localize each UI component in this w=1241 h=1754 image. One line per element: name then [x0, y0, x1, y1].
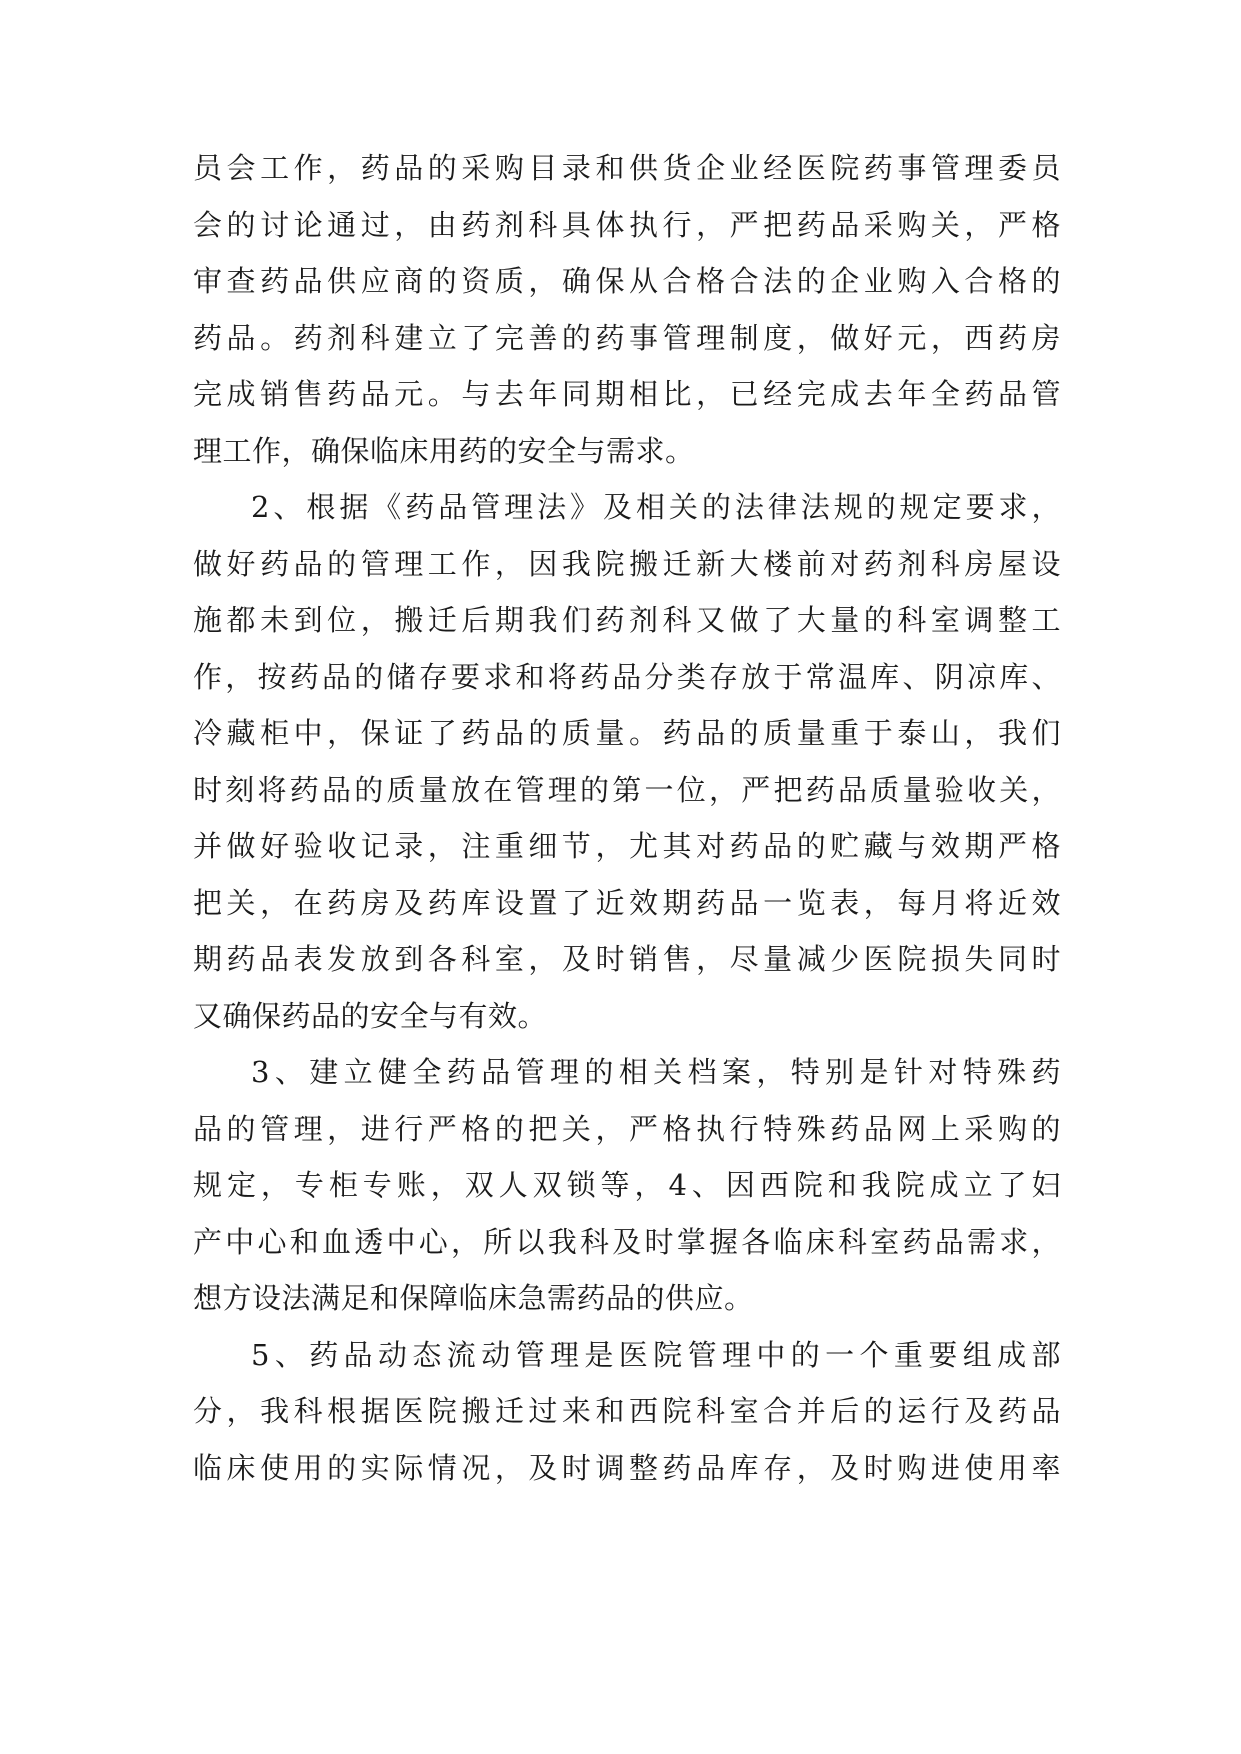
text-line: 并做好验收记录，注重细节，尤其对药品的贮藏与效期严格 — [193, 829, 1061, 863]
text-line: 作，按药品的储存要求和将药品分类存放于常温库、阴凉库、 — [193, 659, 1061, 694]
text-line: 冷藏柜中，保证了药品的质量。药品的质量重于泰山，我们 — [193, 716, 1061, 750]
text-line: 药品。药剂科建立了完善的药事管理制度，做好元，西药房 — [193, 320, 1061, 355]
text-line: 会的讨论通过，由药剂科具体执行，严把药品采购关，严格 — [193, 207, 1061, 242]
text-line: 想方设法满足和保障临床急需药品的供应。 — [193, 1281, 754, 1315]
text-line: 做好药品的管理工作，因我院搬迁新大楼前对药剂科房屋设 — [193, 546, 1061, 581]
paragraph-start-line: 5、药品动态流动管理是医院管理中的一个重要组成部 — [251, 1337, 1061, 1372]
text-line: 完成销售药品元。与去年同期相比，已经完成去年全药品管 — [193, 377, 1061, 411]
text-line: 审查药品供应商的资质，确保从合格合法的企业购入合格的 — [193, 264, 1061, 298]
text-line: 员会工作，药品的采购目录和供货企业经医院药事管理委员 — [193, 151, 1061, 185]
text-line: 临床使用的实际情况，及时调整药品库存，及时购进使用率 — [193, 1450, 1061, 1485]
text-line: 期药品表发放到各科室，及时销售，尽量减少医院损失同时 — [193, 942, 1061, 976]
body-text — [193, 140, 1061, 1496]
text-line: 产中心和血透中心，所以我科及时掌握各临床科室药品需求， — [193, 1224, 1061, 1259]
text-line: 理工作，确保临床用药的安全与需求。 — [193, 433, 695, 468]
text-line: 又确保药品的安全与有效。 — [193, 998, 548, 1033]
paragraph-start-line: 3、建立健全药品管理的相关档案，特别是针对特殊药 — [251, 1055, 1061, 1089]
text-line: 把关，在药房及药库设置了近效期药品一览表，每月将近效 — [193, 885, 1061, 920]
paragraph-start-line: 2、根据《药品管理法》及相关的法律法规的规定要求， — [251, 490, 1061, 524]
text-line: 规定，专柜专账，双人双锁等，4、因西院和我院成立了妇 — [193, 1168, 1061, 1202]
text-line: 分，我科根据医院搬迁过来和西院科室合并后的运行及药品 — [193, 1394, 1061, 1428]
text-line: 品的管理，进行严格的把关，严格执行特殊药品网上采购的 — [193, 1111, 1061, 1146]
text-line: 施都未到位，搬迁后期我们药剂科又做了大量的科室调整工 — [193, 603, 1061, 637]
text-line: 时刻将药品的质量放在管理的第一位，严把药品质量验收关， — [193, 772, 1061, 807]
